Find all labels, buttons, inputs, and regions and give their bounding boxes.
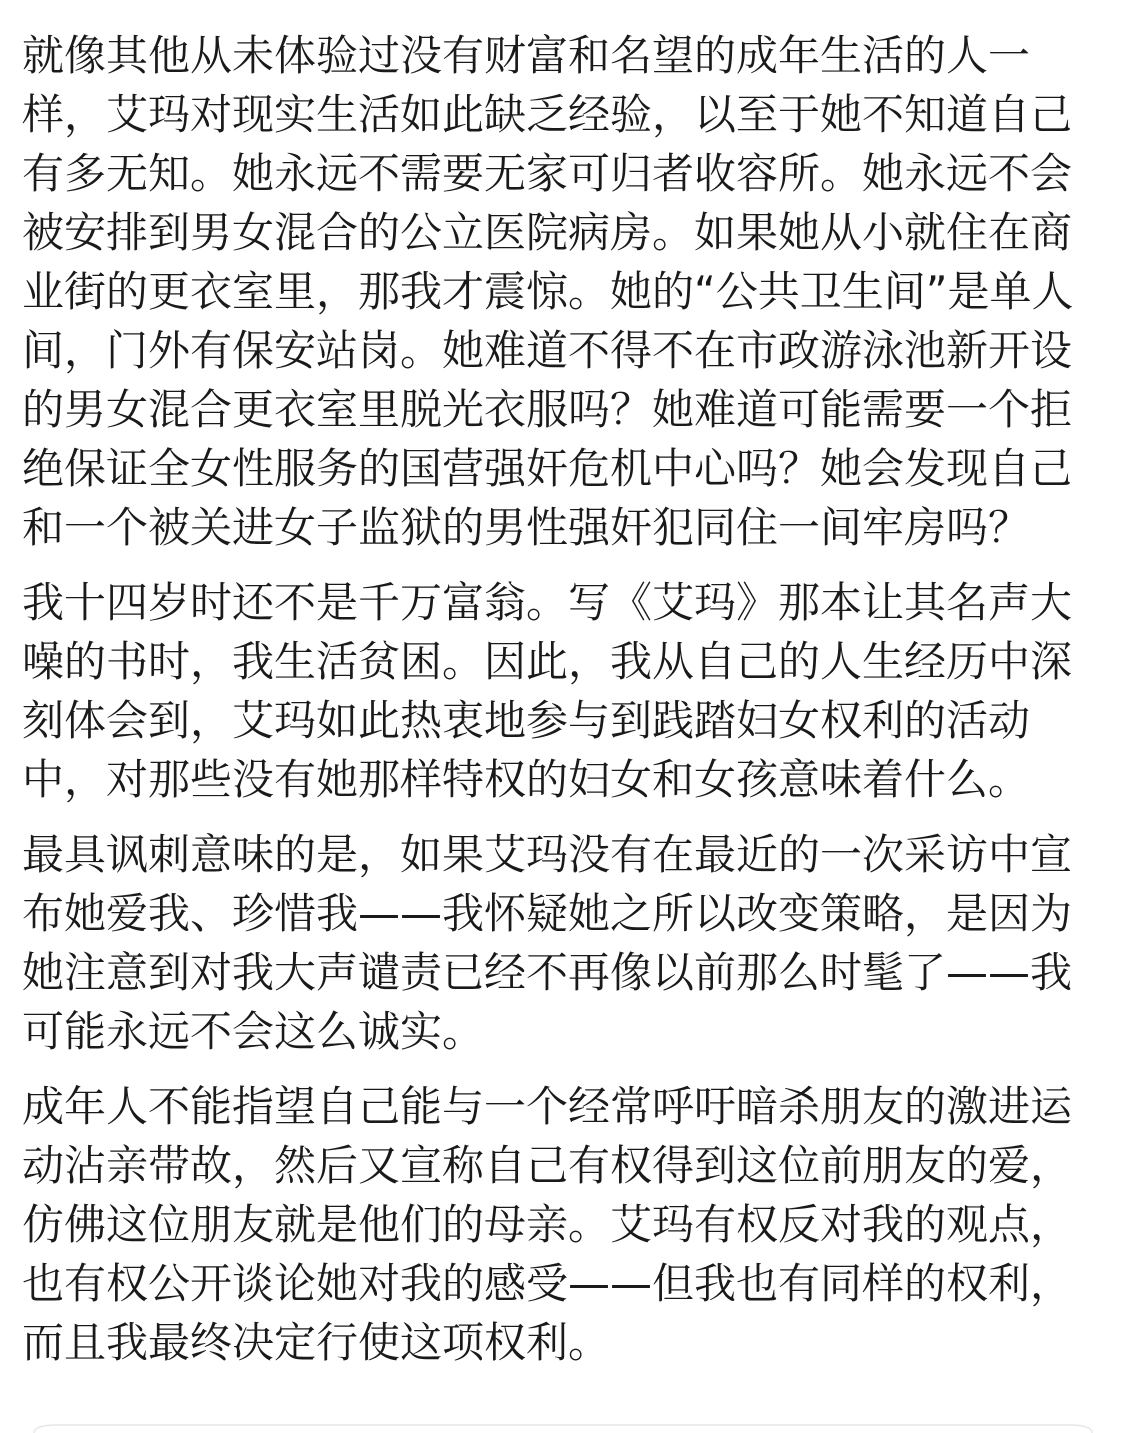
text-line: 而且我最终决定行使这项权利。 [22,1318,611,1367]
text-line: 噪的书时，我生活贫困。因此，我从自己的人生经历中深 [22,637,1073,686]
text-line: 有多无知。她永远不需要无家可归者收容所。她永远不会 [22,149,1073,198]
text-line: 我十四岁时还不是千万富翁。写《艾玛》那本让其名声大 [22,578,1073,627]
text-line: 业街的更衣室里，那我才震惊。她的“公共卫生间”是单人 [22,267,1074,316]
text-line: 就像其他从未体验过没有财富和名望的成年生活的人一 [22,31,1031,80]
text-line: 间，门外有保安站岗。她难道不得不在市政游泳池新开设 [22,326,1073,375]
text-line: 刻体会到，艾玛如此热衷地参与到践踏妇女权利的活动 [22,696,1031,745]
text-line: 的男女混合更衣室里脱光衣服吗？她难道可能需要一个拒 [22,385,1073,434]
paragraph-1 [22,26,1112,557]
paragraph-4 [22,1077,1112,1372]
text-line: 样，艾玛对现实生活如此缺乏经验，以至于她不知道自己 [22,90,1073,139]
text-line: 成年人不能指望自己能与一个经常呼吁暗杀朋友的激进运 [22,1082,1073,1131]
text-line: 和一个被关进女子监狱的男性强奸犯同住一间牢房吗？ [22,503,1031,552]
text-line: 最具讽刺意味的是，如果艾玛没有在最近的一次采访中宣 [22,830,1073,879]
text-line: 可能永远不会这么诚实。 [22,1007,485,1056]
text-line: 中，对那些没有她那样特权的妇女和女孩意味着什么。 [22,755,1031,804]
text-line: 绝保证全女性服务的国营强奸危机中心吗？她会发现自己 [22,444,1073,493]
paragraph-2 [22,573,1112,809]
paragraph-3 [22,825,1112,1061]
text-line: 她注意到对我大声谴责已经不再像以前那么时髦了——我 [22,948,1073,997]
next-card-edge [33,1424,1093,1433]
text-line: 也有权公开谈论她对我的感受——但我也有同样的权利， [22,1259,1073,1308]
card-border [34,1425,1092,1433]
text-line: 被安排到男女混合的公立医院病房。如果她从小就住在商 [22,208,1073,257]
post-body [22,26,1112,1372]
text-line: 动沾亲带故，然后又宣称自己有权得到这位前朋友的爱， [22,1141,1073,1190]
text-line: 仿佛这位朋友就是他们的母亲。艾玛有权反对我的观点， [22,1200,1073,1249]
text-line: 布她爱我、珍惜我——我怀疑她之所以改变策略，是因为 [22,889,1073,938]
